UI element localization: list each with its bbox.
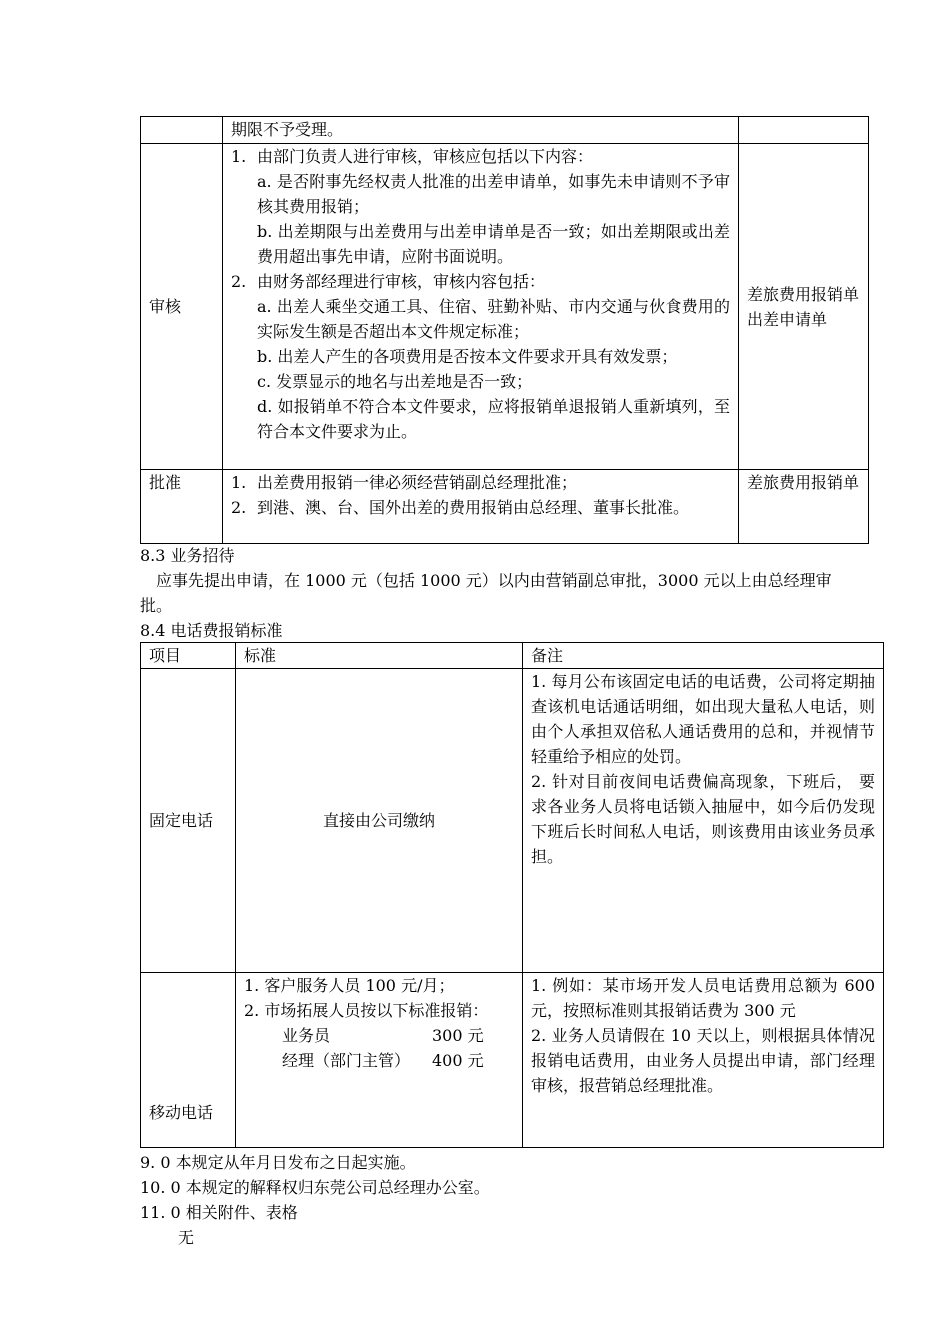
form-name: 差旅费用报销单 xyxy=(747,284,860,304)
list-text: 由财务部经理进行审核，审核内容包括： xyxy=(257,272,546,291)
column-header: 备注 xyxy=(523,643,884,669)
section-line: 9. 0 本规定从年月日发布之日起实施。 xyxy=(140,1153,416,1172)
row-label-mobile: 移动电话 xyxy=(141,973,236,1148)
table-header-row xyxy=(141,643,884,669)
sub-item: a. 出差人乘坐交通工具、住宿、驻勤补贴、市内交通与伙食费用的实际发生额是否超出本文件规定标准； xyxy=(257,297,730,341)
section-line: 10. 0 本规定的解释权归东莞公司总经理办公室。 xyxy=(140,1178,490,1197)
list-item xyxy=(231,269,730,294)
landline-notes xyxy=(523,669,884,973)
table-row xyxy=(141,973,884,1148)
table-row xyxy=(141,669,884,973)
row-label-review: 审核 xyxy=(141,144,223,470)
expense-process-table xyxy=(140,116,869,544)
tier-role: 经理（部门主管） xyxy=(282,1051,411,1070)
tier-row xyxy=(282,1048,514,1073)
sub-item: d. 如报销单不符合本文件要求，应将报销单退报销人重新填列，至符合本文件要求为止。 xyxy=(257,397,730,441)
sub-item: c. 发票显示的地名与出差地是否一致； xyxy=(257,372,533,391)
section-heading: 8.3 业务招待 xyxy=(140,546,235,565)
column-header: 标准 xyxy=(236,643,523,669)
review-content xyxy=(223,144,739,470)
row-label-approval: 批准 xyxy=(141,470,223,544)
list-item xyxy=(231,470,730,495)
table-cell xyxy=(739,117,869,144)
table-row xyxy=(141,117,869,144)
approval-content xyxy=(223,470,739,544)
paragraph: 应事先提出申请，在 1000 元（包括 1000 元）以内由营销副总审批，3000 元以上由总经理审批。 xyxy=(140,571,832,615)
list-item xyxy=(231,144,730,169)
note-item: 2. 业务人员请假在 10 天以上，则根据具体情况报销电话费用，由业务人员提出申请，部门经理审核，报营销总经理批准。 xyxy=(531,1026,875,1095)
row-label-landline: 固定电话 xyxy=(141,669,236,973)
list-number: 1. xyxy=(231,147,247,166)
section-line: 11. 0 相关附件、表格 xyxy=(140,1203,298,1222)
column-header: 项目 xyxy=(141,643,236,669)
sub-item: a. 是否附事先经权责人批准的出差申请单，如事先未申请则不予审核其费用报销； xyxy=(257,172,730,216)
note-item: 2. 针对目前夜间电话费偏高现象，下班后， 要求各业务人员将电话锁入抽屉中，如今后仍发现下班后长时间私人电话，则该费用由该业务员承担。 xyxy=(531,772,875,866)
table-row xyxy=(141,144,869,470)
note-item: 1. 例如：某市场开发人员电话费用总额为 600 元，按照标准则其报销话费为 300 元 xyxy=(531,976,875,1020)
list-number: 1. xyxy=(231,473,247,492)
note-item: 1. 每月公布该固定电话的电话费，公司将定期抽查该机电话通话明细，如出现大量私人电话，则由个人承担双倍私人通话费用的总和，并视情节轻重给予相应的处罚。 xyxy=(531,672,875,766)
form-name: 差旅费用报销单 xyxy=(747,473,860,492)
table-row xyxy=(141,470,869,544)
tier-role: 业务员 xyxy=(282,1026,331,1045)
sub-item: b. 出差人产生的各项费用是否按本文件要求开具有效发票； xyxy=(257,347,678,366)
table-cell: 期限不予受理。 xyxy=(223,117,739,144)
list-text: 由部门负责人进行审核，审核应包括以下内容： xyxy=(257,147,594,166)
tier-amount: 400 元 xyxy=(432,1051,484,1070)
mobile-notes xyxy=(523,973,884,1148)
form-name: 出差申请单 xyxy=(747,309,828,329)
tier-row xyxy=(282,1023,514,1048)
sub-item: b. 出差期限与出差费用与出差申请单是否一致；如出差期限或出差费用超出事先申请，应附书面说明。 xyxy=(257,222,730,266)
list-number: 2. xyxy=(231,498,247,517)
section-body: 无 xyxy=(178,1228,195,1247)
landline-standard: 直接由公司缴纳 xyxy=(236,669,523,973)
mobile-standard xyxy=(236,973,523,1148)
related-forms xyxy=(739,144,869,470)
list-text: 出差费用报销一律必须经营销副总经理批准； xyxy=(257,473,578,492)
list-item xyxy=(231,495,730,520)
phone-expense-table xyxy=(140,642,884,1148)
tier-amount: 300 元 xyxy=(432,1026,484,1045)
related-forms xyxy=(739,470,869,544)
section-heading: 8.4 电话费报销标准 xyxy=(140,621,283,640)
list-number: 2. xyxy=(231,272,247,291)
allowance-tiers xyxy=(244,1023,514,1073)
list-text: 到港、澳、台、国外出差的费用报销由总经理、董事长批准。 xyxy=(257,498,690,517)
table-cell xyxy=(141,117,223,144)
standard-line: 1. 客户服务人员 100 元/月； xyxy=(244,976,455,995)
standard-line: 2. 市场拓展人员按以下标准报销： xyxy=(244,1001,489,1020)
